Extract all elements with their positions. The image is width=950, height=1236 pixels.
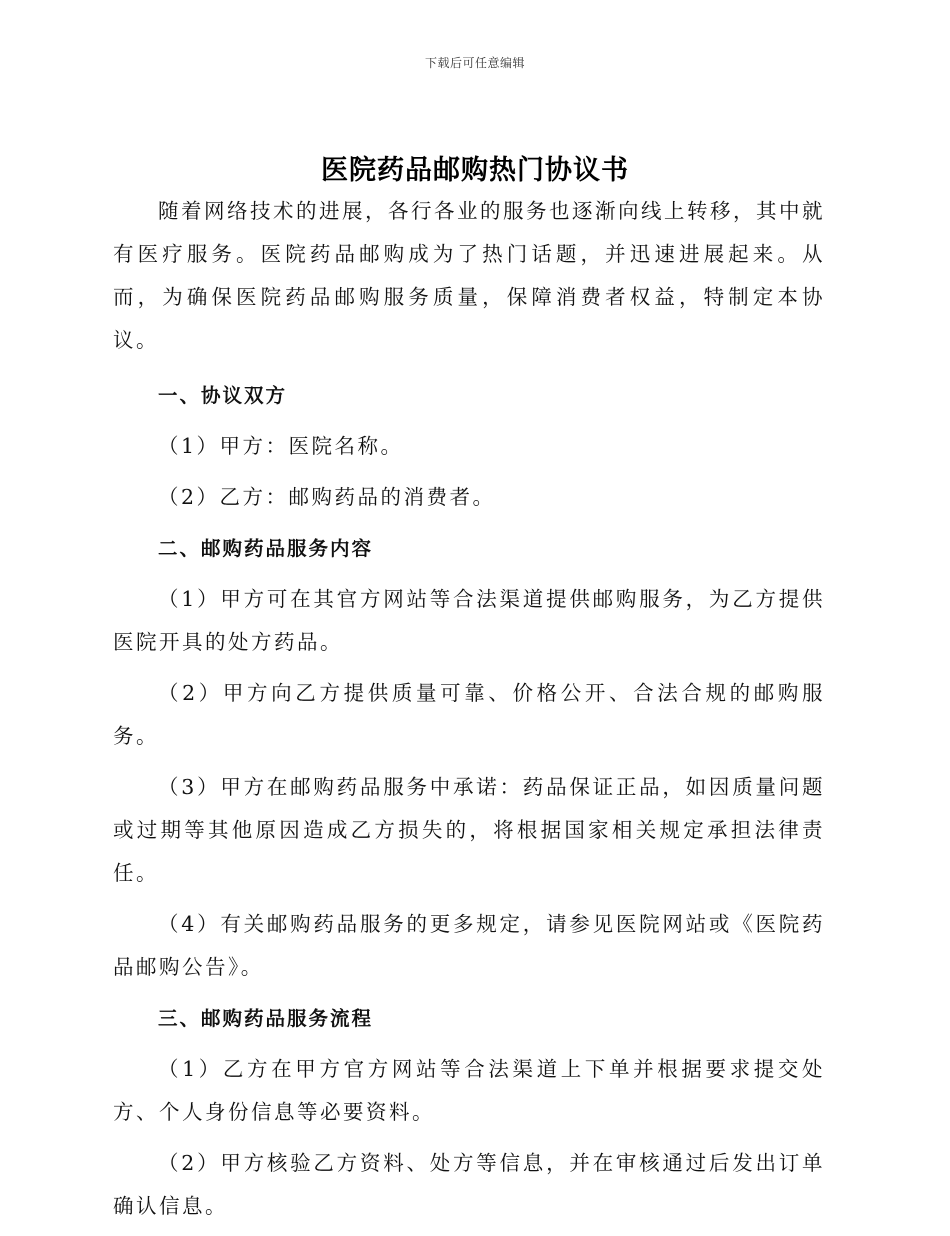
intro-paragraph: 随着网络技术的进展，各行各业的服务也逐渐向线上转移，其中就有医疗服务。医院药品邮购成为了热门话题，并迅速进展起来。从而，为确保医院药品邮购服务质量，保障消费者权益，特制定本协议。 bbox=[113, 199, 825, 352]
section-parties bbox=[113, 374, 825, 519]
section-heading: 一、协议双方 bbox=[158, 384, 288, 407]
clause-paragraph: （4）有关邮购药品服务的更多规定，请参见医院网站或《医院药品邮购公告》。 bbox=[113, 912, 825, 979]
section-service-process bbox=[113, 997, 825, 1228]
section-heading: 二、邮购药品服务内容 bbox=[158, 537, 374, 560]
document-body bbox=[113, 190, 825, 1236]
clause-paragraph: （2）甲方向乙方提供质量可靠、价格公开、合法合规的邮购服务。 bbox=[113, 681, 825, 748]
clause-paragraph: （1）甲方可在其官方网站等合法渠道提供邮购服务，为乙方提供医院开具的处方药品。 bbox=[113, 587, 825, 654]
clause-paragraph: （3）甲方在邮购药品服务中承诺：药品保证正品，如因质量问题或过期等其他原因造成乙方损失的，将根据国家相关规定承担法律责任。 bbox=[113, 775, 825, 885]
section-service-content bbox=[113, 527, 825, 989]
clause-paragraph: （2）乙方：邮购药品的消费者。 bbox=[158, 485, 496, 509]
clause-paragraph: （2）甲方核验乙方资料、处方等信息，并在审核通过后发出订单确认信息。 bbox=[113, 1151, 825, 1218]
document-title: 医院药品邮购热门协议书 bbox=[321, 155, 629, 186]
section-heading: 三、邮购药品服务流程 bbox=[158, 1007, 374, 1030]
clause-paragraph: （1）甲方：医院名称。 bbox=[158, 434, 404, 458]
clause-paragraph: （1）乙方在甲方官方网站等合法渠道上下单并根据要求提交处方、个人身份信息等必要资料。 bbox=[113, 1057, 825, 1124]
header-note: 下载后可任意编辑 bbox=[424, 56, 525, 70]
